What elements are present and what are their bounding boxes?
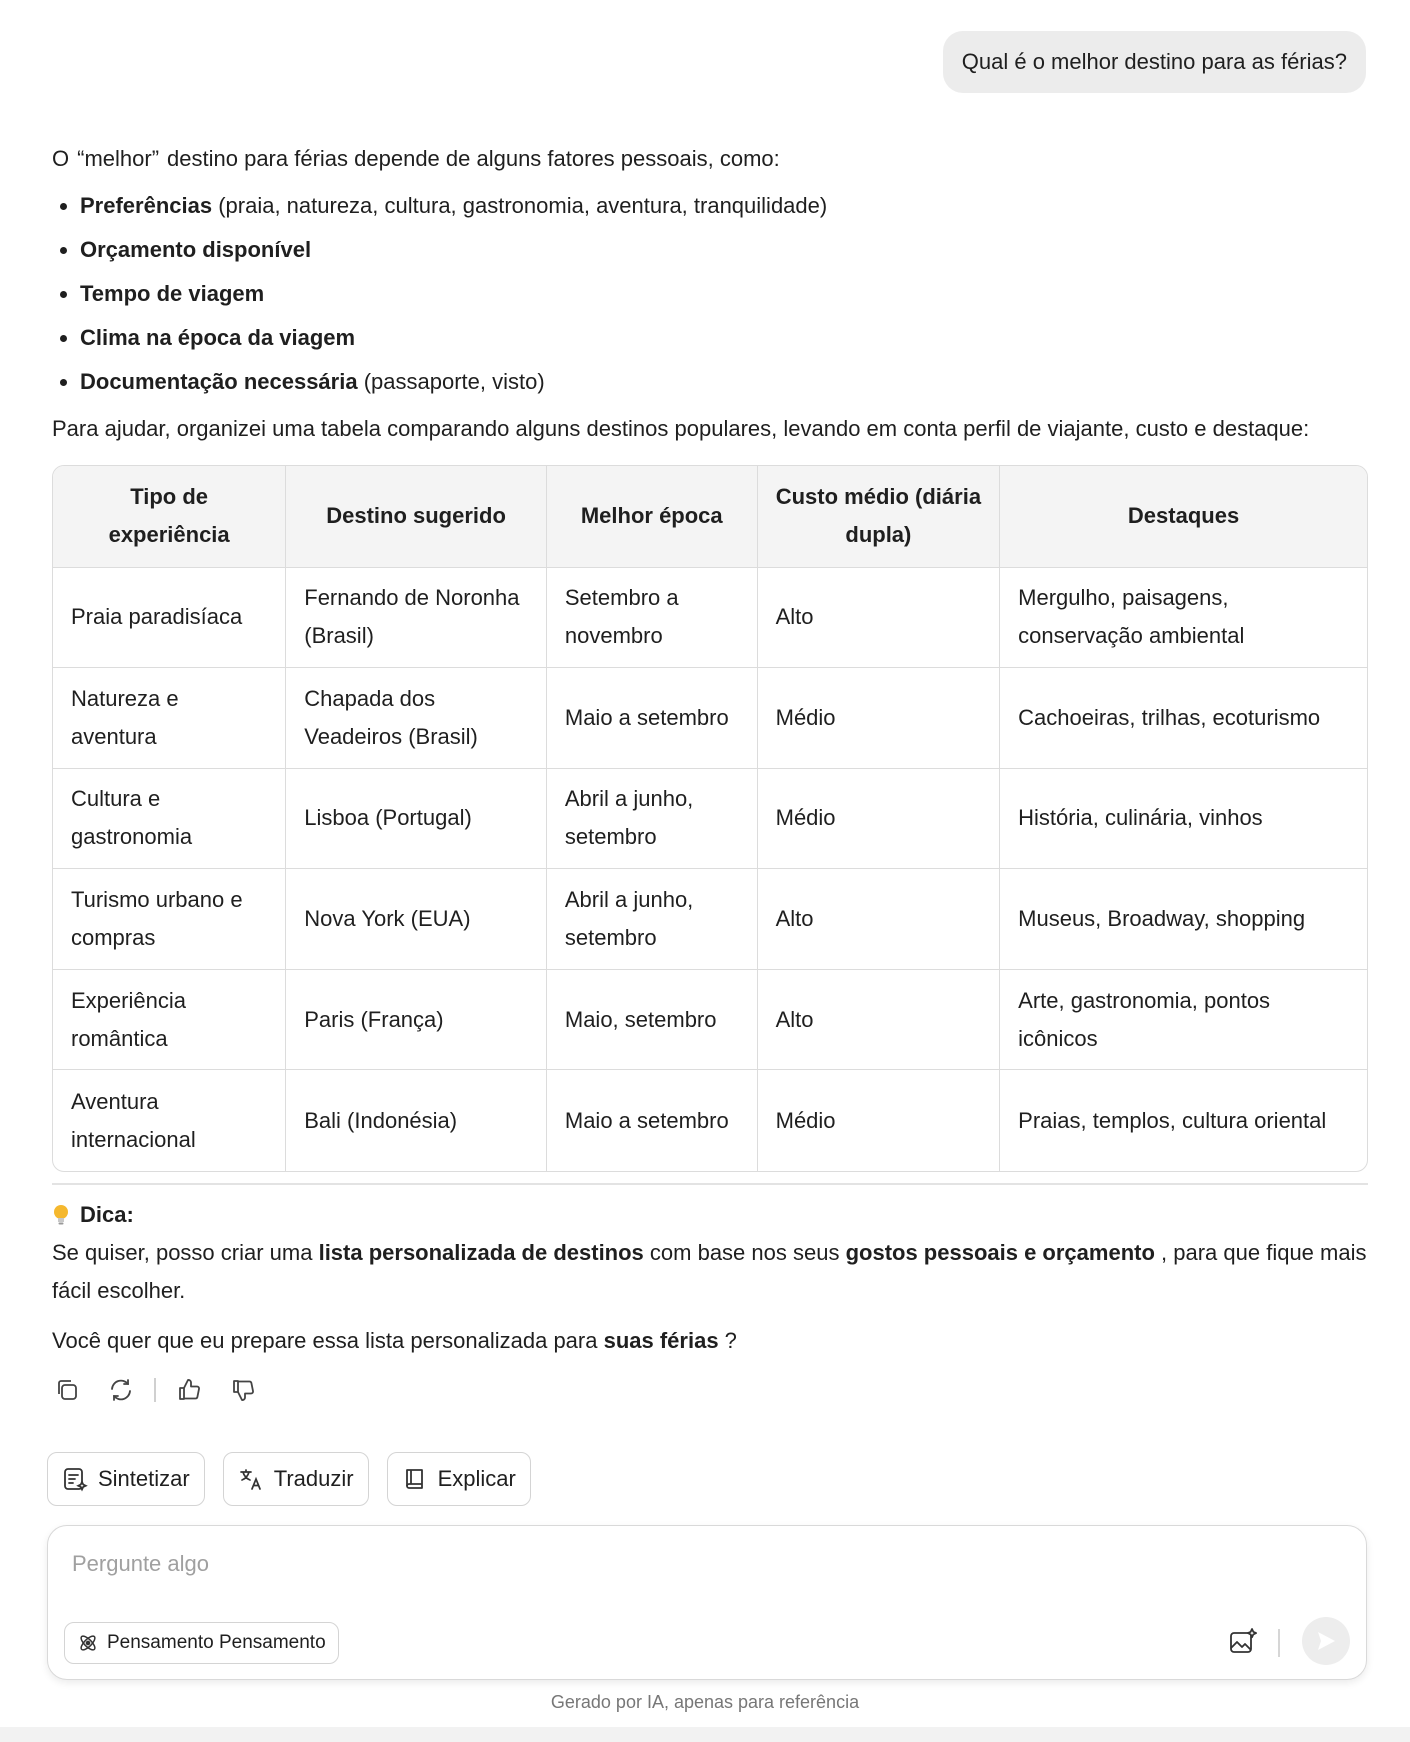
send-button[interactable] (1302, 1617, 1350, 1665)
table-header-row (53, 466, 1367, 567)
table-cell: Maio a setembro (546, 668, 757, 769)
factors-list (52, 184, 1368, 404)
intro-text: O (52, 146, 70, 171)
tip-question (52, 1322, 1368, 1360)
tip-body (52, 1234, 1368, 1310)
tip-text: Se quiser, posso criar uma (52, 1240, 319, 1265)
tip-title (52, 1196, 1368, 1234)
thumbs-down-button[interactable] (228, 1375, 258, 1405)
table-cell: Abril a junho, setembro (546, 768, 757, 869)
chip-label: Traduzir (273, 1466, 354, 1491)
send-icon (1314, 1629, 1338, 1653)
assistant-answer (52, 140, 1368, 448)
chip-label: Sintetizar (98, 1466, 190, 1491)
factor-rest: (praia, natureza, cultura, gastronomia, aventura, tranquilidade) (212, 193, 828, 218)
atom-icon (77, 1632, 99, 1654)
table-header-cell: Destino sugerido (286, 466, 547, 567)
book-icon (402, 1466, 428, 1492)
table-cell: Fernando de Noronha (Brasil) (286, 567, 547, 668)
table-cell: Praia paradisíaca (53, 567, 286, 668)
table-cell: Abril a junho, setembro (546, 869, 757, 970)
factor-bold: Orçamento disponível (80, 237, 312, 262)
summarize-icon (62, 1466, 88, 1492)
table-cell: Bali (Indonésia) (286, 1070, 547, 1171)
tip-text: , para que fique mais fácil escolher. (52, 1240, 1367, 1303)
table-row (53, 869, 1367, 970)
ask-input[interactable] (72, 1544, 1322, 1584)
table-cell: Arte, gastronomia, pontos icônicos (1000, 969, 1367, 1070)
lightbulb-icon (52, 1204, 70, 1226)
intro-text-rest: destino para férias depende de alguns fatores pessoais, como: (167, 146, 780, 171)
table-cell: Mergulho, paisagens, conservação ambiental (1000, 567, 1367, 668)
factor-item (52, 360, 1368, 404)
table-cell: Praias, templos, cultura oriental (1018, 1107, 1327, 1133)
question-text: ? (718, 1328, 737, 1353)
question-bold: suas férias (603, 1328, 719, 1353)
actions-separator (154, 1378, 156, 1402)
table-cell: Aventura internacional (53, 1070, 286, 1171)
table-header-cell: Custo médio (diária dupla) (757, 466, 1000, 567)
table-header-cell: Destaques (1000, 466, 1367, 567)
divider (52, 1183, 1368, 1185)
factor-bold: Tempo de viagem (80, 281, 265, 306)
answer-intro (52, 140, 1368, 178)
regenerate-button[interactable] (106, 1375, 136, 1405)
table-cell: Turismo urbano e compras (53, 869, 286, 970)
factor-item (52, 272, 1368, 316)
table-row (53, 1070, 1367, 1171)
table-cell: Médio (757, 768, 1000, 869)
factor-item (52, 184, 1368, 228)
table-cell: História, culinária, vinhos (1000, 768, 1367, 869)
intro-quote: “melhor” (77, 146, 160, 171)
bottom-bar (0, 1727, 1410, 1742)
tip-bold: lista personalizada de destinos (318, 1240, 644, 1265)
table-row (53, 768, 1367, 869)
copy-icon (54, 1377, 80, 1403)
tip-title-text: Dica: (80, 1202, 134, 1227)
composer (47, 1525, 1367, 1680)
table-cell: Paris (França) (286, 969, 547, 1070)
factor-item (52, 228, 1368, 272)
tip-bold: gostos pessoais e orçamento (845, 1240, 1155, 1265)
thinking-toggle[interactable] (64, 1622, 339, 1664)
table-header-cell: Tipo de experiência (53, 466, 286, 567)
destinations-table (52, 465, 1368, 1172)
composer-separator (1278, 1629, 1280, 1657)
message-actions (52, 1375, 258, 1405)
table-cell: Médio (757, 1070, 1000, 1171)
thinking-label: Pensamento Pensamento (107, 1632, 326, 1653)
table-cell: Maio, setembro (546, 969, 757, 1070)
table-header-cell: Melhor época (546, 466, 757, 567)
translate-chip[interactable] (223, 1452, 369, 1506)
table-cell: Experiência romântica (53, 969, 286, 1070)
thumbs-up-button[interactable] (174, 1375, 204, 1405)
factor-bold: Clima na época da viagem (80, 325, 356, 350)
summarize-chip[interactable] (47, 1452, 205, 1506)
table-cell: Chapada dos Veadeiros (Brasil) (286, 668, 547, 769)
table-row (53, 567, 1367, 668)
table-cell: Alto (757, 567, 1000, 668)
tip-text: com base nos seus (643, 1240, 846, 1265)
table-row (53, 668, 1367, 769)
suggestion-chips (47, 1452, 531, 1506)
image-sparkle-icon (1228, 1627, 1258, 1657)
thumbs-down-icon (230, 1377, 256, 1403)
table-cell: Natureza e aventura (53, 668, 286, 769)
factor-rest: (passaporte, visto) (357, 369, 545, 394)
ai-disclaimer: Gerado por IA, apenas para referência (550, 1692, 860, 1712)
table-cell: Cultura e gastronomia (53, 768, 286, 869)
table-cell: Alto (757, 969, 1000, 1070)
factor-bold: Preferências (80, 193, 213, 218)
table-cell: Nova York (EUA) (286, 869, 547, 970)
factor-item (52, 316, 1368, 360)
factor-bold: Documentação necessária (80, 369, 358, 394)
thumbs-up-icon (176, 1377, 202, 1403)
user-message-text: Qual é o melhor destino para as férias? (961, 49, 1347, 74)
refresh-icon (108, 1377, 134, 1403)
table-cell: Museus, Broadway, shopping (1000, 869, 1367, 970)
table-cell: Setembro a novembro (546, 567, 757, 668)
table-row (53, 969, 1367, 1070)
table-cell: Cachoeiras, trilhas, ecoturismo (1000, 668, 1367, 769)
translate-icon (238, 1466, 264, 1492)
copy-button[interactable] (52, 1375, 82, 1405)
tip-section (52, 1196, 1368, 1360)
explain-chip[interactable] (387, 1452, 531, 1506)
table-cell: Lisboa (Portugal) (286, 768, 547, 869)
user-message-bubble (943, 31, 1366, 93)
question-text: Você quer que eu prepare essa lista personalizada para (52, 1328, 604, 1353)
table-cell: Médio (757, 668, 1000, 769)
image-upload-button[interactable] (1226, 1625, 1260, 1659)
table-cell: Alto (757, 869, 1000, 970)
table-cell: Maio a setembro (546, 1070, 757, 1171)
table-intro: Para ajudar, organizei uma tabela comparando alguns destinos populares, levando em conta perfil de viajante, custo e destaque: (52, 416, 1310, 441)
chip-label: Explicar (437, 1466, 516, 1491)
